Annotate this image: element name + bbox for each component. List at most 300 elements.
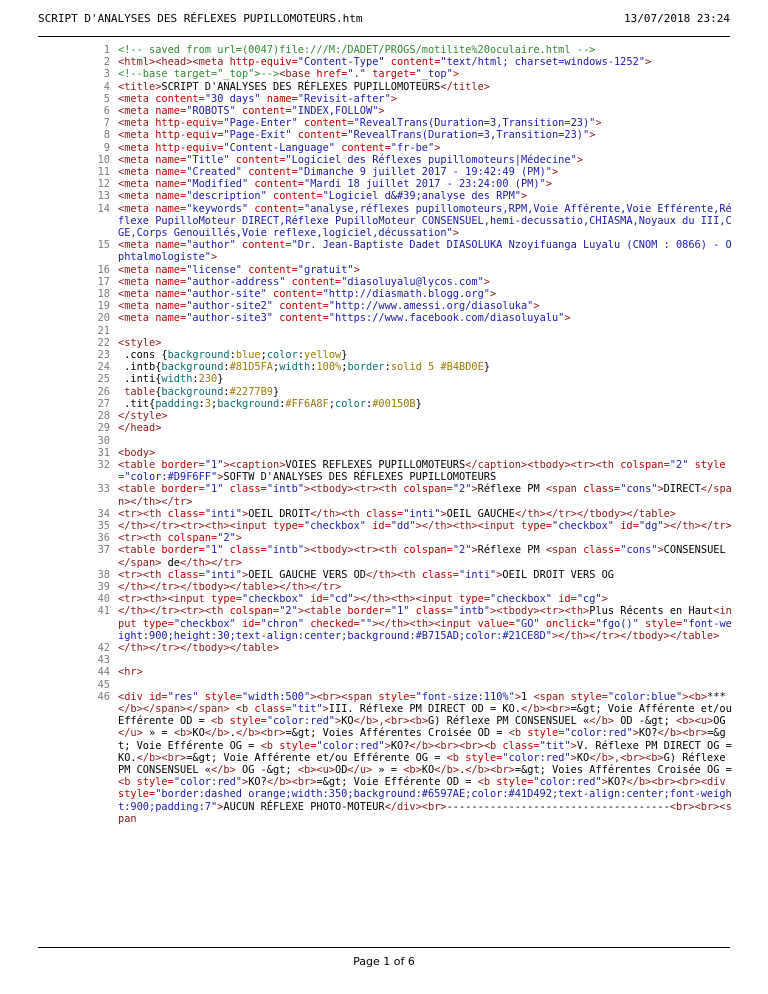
code-token: <b	[260, 739, 280, 752]
code-token: ;	[328, 397, 336, 410]
line-number: 2	[103, 56, 110, 69]
code-token: :	[229, 349, 236, 362]
line-number: 42	[97, 641, 110, 654]
code-token: >	[353, 263, 360, 276]
code-token: border=	[161, 483, 205, 496]
code-token: ><tbody><tr><th	[304, 483, 404, 496]
line-number: 5	[103, 92, 110, 105]
code-token: "gratuit"	[297, 263, 354, 276]
code-token: <table	[118, 458, 162, 471]
line-number: 46	[97, 690, 110, 703]
code-token: content=	[266, 288, 323, 301]
code-token: <table	[118, 544, 162, 557]
code-token: "intb"	[452, 605, 491, 618]
code-token: "author-address"	[186, 275, 286, 288]
code-token: type=	[459, 593, 491, 606]
code-token: >	[489, 288, 497, 301]
code-token: "2"	[452, 544, 472, 557]
code-line	[76, 239, 732, 263]
code-token: border=	[347, 605, 391, 618]
code-line	[76, 312, 732, 324]
code-token: "1"	[204, 458, 224, 471]
code-token: <style>	[118, 336, 162, 349]
code-token: }	[217, 373, 224, 386]
code-token: >	[644, 56, 652, 69]
code-token: "_top"	[415, 68, 453, 81]
code-line	[76, 605, 732, 642]
code-line	[76, 508, 732, 520]
code-token: "30 days"	[204, 92, 261, 105]
code-token: "res"	[167, 690, 199, 703]
code-token: <br><br><span	[118, 800, 732, 825]
code-token: <tr><th	[118, 568, 168, 581]
print-datetime: 13/07/2018 23:24	[624, 12, 730, 25]
code-token: </head>	[118, 422, 162, 435]
code-line	[76, 349, 732, 361]
code-token: ></th><th><input	[415, 519, 521, 532]
code-token: </b>	[204, 727, 230, 740]
code-token: checked=	[304, 617, 360, 630]
code-token: >	[533, 300, 540, 313]
code-token: ><b>	[682, 690, 708, 703]
code-token: background	[217, 397, 280, 410]
code-token: OEIL DROIT VERS OG	[502, 568, 615, 581]
code-token: style=	[136, 776, 174, 789]
code-token: "license"	[186, 263, 242, 276]
code-token: "Page-Exit"	[223, 129, 292, 142]
line-number: 31	[97, 446, 110, 459]
code-token: "http://diasmath.blogg.org"	[322, 288, 490, 301]
code-token: "author-site2"	[186, 300, 273, 313]
code-token: ;	[341, 361, 348, 374]
code-token: </th></tr></tbody></table></th></tr>	[118, 580, 342, 593]
line-number: 21	[97, 324, 110, 337]
code-token: <meta	[118, 300, 156, 313]
code-token: <b>	[173, 727, 193, 740]
code-line	[76, 337, 732, 349]
code-token: colspan=	[229, 605, 280, 618]
code-token: "tit"	[539, 739, 571, 752]
code-token: >	[242, 507, 249, 520]
code-token: name=	[155, 166, 187, 179]
code-token: "2"	[279, 605, 298, 618]
code-token: name=	[155, 190, 187, 203]
code-token: "color:red"	[173, 776, 243, 789]
code-token: "cd"	[328, 593, 354, 606]
code-token: content=	[291, 129, 348, 142]
line-number: 26	[97, 385, 110, 398]
code-token: =&gt; Voie Afférente et/ou Efférente OD =	[118, 702, 738, 728]
code-token: "font-size:110%"	[415, 690, 515, 703]
code-token: </b><br><br><div	[626, 776, 732, 789]
code-token: <meta	[118, 117, 156, 130]
code-token: </caption><tbody><tr><th	[465, 458, 621, 471]
line-number: 33	[97, 483, 110, 496]
code-token: style=	[279, 739, 317, 752]
code-token: .intb{	[118, 361, 162, 374]
code-token: :	[192, 373, 199, 386]
code-token: >	[440, 507, 447, 520]
code-token: OEIL DROIT	[248, 507, 311, 520]
code-token: <meta	[118, 190, 156, 203]
code-token: :	[279, 397, 286, 410]
code-token: "1"	[204, 483, 224, 496]
code-token: </b><br>	[520, 702, 571, 715]
code-token: <input	[118, 605, 732, 630]
code-line	[76, 373, 732, 385]
code-token: <meta	[118, 166, 156, 179]
code-token: :	[198, 397, 205, 410]
line-number: 14	[97, 202, 110, 215]
code-token: content=	[266, 190, 323, 203]
line-number: 15	[97, 239, 110, 252]
code-line	[76, 325, 732, 337]
code-token: KO	[192, 727, 205, 740]
code-token: <b	[118, 776, 137, 789]
code-token: "2"	[217, 532, 236, 545]
code-token: <b	[211, 715, 230, 728]
code-token: padding	[155, 397, 199, 410]
line-number: 30	[97, 434, 110, 447]
code-token: content=	[335, 141, 391, 154]
code-token: "color:#D9F6FF"	[124, 471, 218, 484]
code-token: >	[242, 568, 249, 581]
code-line	[76, 679, 732, 691]
code-token: yellow	[304, 349, 342, 362]
code-token: style=	[378, 690, 416, 703]
code-token: background	[161, 361, 224, 374]
code-token: "author"	[186, 239, 236, 252]
code-token: OEIL GAUCHE VERS OD	[248, 568, 367, 581]
code-line	[76, 81, 732, 93]
code-token: <tr><th	[118, 507, 168, 520]
line-number: 4	[103, 80, 110, 93]
line-number: 41	[97, 605, 110, 618]
code-token: </b>	[434, 763, 460, 776]
code-token: .tit{	[118, 397, 156, 410]
line-number: 24	[97, 361, 110, 374]
code-token: "font-weight:900;height:30;text-align:center;background:#B715AD;color:#21CE8D"	[118, 617, 732, 642]
line-number: 37	[97, 544, 110, 557]
code-token: >	[471, 544, 478, 557]
code-token: solid 5 #B4BD0E	[390, 361, 484, 374]
code-token: <meta	[118, 263, 156, 276]
code-token: :	[366, 397, 373, 410]
code-token: >	[217, 800, 224, 813]
page-number: Page 1 of 6	[353, 955, 415, 968]
code-token: :	[297, 349, 305, 362]
code-token: id=	[365, 519, 391, 532]
code-token: table	[124, 385, 156, 398]
code-token: content=	[248, 178, 304, 191]
code-token: >	[632, 727, 639, 740]
line-number: 1	[103, 44, 110, 56]
code-token: http-equiv=	[229, 56, 298, 69]
code-token: target=	[366, 68, 416, 81]
code-line	[76, 276, 732, 288]
code-token: content=	[242, 166, 298, 179]
code-token: "GO"	[514, 617, 540, 630]
code-token: >	[384, 739, 391, 752]
code-token: >	[471, 483, 478, 496]
line-number: 8	[103, 129, 110, 142]
code-token: </b>,<br><b>	[353, 715, 429, 728]
code-token: </b><br>	[657, 727, 708, 740]
code-token: >	[520, 190, 528, 203]
code-token: de	[161, 556, 181, 569]
code-line	[76, 129, 732, 141]
code-token: ><br><span	[310, 690, 379, 703]
line-number: 45	[97, 678, 110, 691]
code-token: <meta	[118, 178, 156, 191]
code-line	[76, 117, 732, 129]
code-token: style=	[527, 727, 565, 740]
code-token: ;	[211, 397, 218, 410]
code-token: name=	[155, 105, 187, 118]
code-token: 230	[198, 373, 218, 386]
code-token: class=	[167, 507, 205, 520]
code-token: <meta	[118, 153, 156, 166]
code-token: "checkbox"	[490, 593, 553, 606]
code-token: "ROBOTS"	[186, 105, 236, 118]
line-number: 34	[97, 507, 110, 520]
code-token: id=	[235, 617, 261, 630]
code-token: KO?	[390, 739, 410, 752]
code-token: border=	[161, 458, 205, 471]
code-token: <b	[508, 727, 528, 740]
code-token: Réflexe PM	[477, 544, 546, 557]
code-token: content=	[285, 275, 342, 288]
code-line	[76, 593, 732, 605]
code-token: Plus Récents en Haut	[589, 605, 714, 618]
code-token: "dd"	[390, 519, 416, 532]
code-token: OD	[335, 763, 348, 776]
code-token: >	[496, 568, 503, 581]
code-token: ></th><th><input	[372, 617, 478, 630]
code-token: content=	[273, 300, 329, 313]
code-token: "width:500"	[242, 690, 311, 703]
code-token: content=	[155, 92, 205, 105]
code-token: #00150B	[372, 397, 416, 410]
code-token: "Page-Enter"	[223, 117, 298, 130]
code-token: <meta	[118, 105, 156, 118]
code-token: http-equiv=	[155, 129, 224, 142]
code-token: "checkbox"	[552, 519, 614, 532]
line-number: 11	[97, 166, 110, 179]
code-token: "cg"	[576, 593, 602, 606]
code-token: KO	[421, 763, 435, 776]
code-line	[76, 581, 732, 593]
code-token: >	[514, 690, 522, 703]
code-token: "Revisit-after"	[297, 92, 391, 105]
code-token: ><caption>	[223, 458, 286, 471]
code-token: blue	[235, 349, 261, 362]
code-token: color	[266, 349, 298, 362]
code-line	[76, 44, 732, 56]
code-line	[76, 154, 732, 166]
code-token: "2"	[452, 483, 472, 496]
code-token: class=	[409, 605, 453, 618]
code-token: </th></tr><tr><th	[118, 605, 230, 618]
source-code-listing	[76, 44, 739, 825]
code-token: VOIES REFLEXES PUPILLOMOTEURS	[285, 458, 466, 471]
code-token: "http://www.amessi.org/diasoluka"	[328, 300, 534, 313]
code-token: name=	[155, 153, 187, 166]
code-token: content=	[235, 105, 292, 118]
code-token: "INDEX,FOLLOW"	[291, 105, 379, 118]
code-token: "border:dashed orange;width:350;background:#6597AE;color:#41D492;text-align:center;font-weight:900;padding:7"	[118, 788, 732, 813]
code-token: "fgo()"	[595, 617, 639, 630]
code-token: #81D5FA	[229, 361, 274, 374]
code-token: background	[161, 385, 224, 398]
code-line	[76, 569, 732, 581]
code-token: colspan=	[403, 483, 453, 496]
code-token: class=	[223, 544, 267, 557]
code-token: KO?	[248, 776, 267, 789]
code-token: </b>	[211, 763, 236, 776]
code-token: <html><head><meta	[118, 56, 230, 69]
code-line	[76, 56, 732, 68]
code-token: >	[378, 105, 385, 118]
code-line	[76, 300, 732, 312]
code-token: content=	[248, 202, 304, 215]
code-token: >	[551, 166, 559, 179]
code-line	[76, 361, 732, 373]
code-token: "color:red"	[266, 715, 336, 728]
line-number: 3	[103, 68, 110, 81]
code-token: CONSENSUEL	[663, 544, 726, 557]
code-token: "checkbox"	[173, 617, 236, 630]
code-token: content=	[297, 117, 354, 130]
code-line	[76, 642, 732, 654]
code-token: =&gt; Voie Efférente OD =	[316, 776, 478, 789]
code-token: >	[570, 739, 577, 752]
code-line	[76, 544, 732, 568]
code-token: "fr-be"	[390, 141, 435, 154]
code-token: KO	[341, 715, 354, 728]
code-token: » =	[372, 763, 404, 776]
code-token: </u>	[118, 727, 143, 740]
code-token: >	[483, 275, 490, 288]
code-token: class=	[167, 568, 205, 581]
code-token: ></th></tr>	[663, 519, 732, 532]
code-token: :	[223, 361, 230, 374]
code-token: "Logiciel d&#39;analyse des RPM"	[322, 190, 521, 203]
code-token: ></th></tr></tbody></table>	[551, 629, 720, 642]
code-token: </th></tr></tbody></table>	[514, 507, 677, 520]
code-token: <div	[118, 690, 149, 703]
code-token: <!--base target="_top">-->	[118, 68, 280, 81]
code-token: 1	[521, 690, 534, 703]
code-line	[76, 447, 732, 459]
code-token: content=	[242, 263, 298, 276]
code-token: <b><u>	[676, 715, 714, 728]
code-token: colspan=	[403, 544, 453, 557]
line-number: 43	[97, 654, 110, 667]
code-token: {	[155, 385, 162, 398]
code-token: >	[211, 251, 218, 264]
code-token: </span></th></tr>	[118, 483, 732, 508]
code-token: KO?	[638, 727, 658, 740]
code-token: KO	[576, 751, 590, 764]
code-token: "Modified"	[186, 178, 249, 191]
code-token: "inti"	[459, 568, 497, 581]
code-token: "Created"	[186, 166, 242, 179]
code-token: » =	[142, 727, 174, 740]
code-token: #FF6A8F	[285, 397, 329, 410]
code-token: http-equiv=	[155, 117, 224, 130]
code-token: type=	[272, 519, 304, 532]
code-token: <span	[545, 544, 584, 557]
code-token: "text/html; charset=windows-1252"	[440, 56, 645, 69]
code-token: </th><th	[310, 507, 367, 520]
code-token: </th></tr><tr><th><input	[118, 519, 273, 532]
line-number: 25	[97, 373, 110, 386]
code-token: style=	[229, 715, 267, 728]
code-token: >	[434, 141, 441, 154]
code-line	[76, 398, 732, 410]
code-token: colspan=	[167, 532, 218, 545]
code-line	[76, 410, 732, 422]
code-token: }	[273, 385, 280, 398]
code-token: "1"	[204, 544, 224, 557]
code-token: >	[570, 751, 577, 764]
code-token: <meta	[118, 288, 156, 301]
code-token: name=	[260, 92, 298, 105]
code-token: style=	[198, 690, 243, 703]
code-token	[118, 654, 124, 666]
code-token: "Content-Type"	[297, 56, 385, 69]
code-token: <meta	[118, 275, 156, 288]
code-token: SCRIPT D'ANALYSES DES RÉFLEXES PUPILLOMOTEURS	[161, 80, 441, 93]
code-token: >	[595, 117, 602, 130]
code-token: >	[657, 544, 664, 557]
line-number: 18	[97, 288, 110, 301]
code-token: style=	[496, 776, 534, 789]
code-token: </style>	[118, 410, 168, 423]
code-token: OEIL GAUCHE	[446, 507, 515, 520]
code-token: >	[452, 68, 460, 81]
code-token: "checkbox"	[303, 519, 366, 532]
line-number: 7	[103, 117, 110, 130]
code-token: value=	[477, 617, 515, 630]
code-line	[76, 93, 732, 105]
code-token: style=	[570, 690, 608, 703]
code-token: ><tbody><tr><th	[304, 544, 404, 557]
line-number: 19	[97, 300, 110, 313]
code-token: "RevealTrans(Duration=3,Transition=23)"	[353, 117, 596, 130]
code-token: <meta	[118, 239, 156, 252]
code-token: ***	[707, 690, 726, 703]
code-token: style=	[118, 458, 726, 484]
code-line	[76, 203, 732, 240]
code-token: "cons"	[620, 483, 658, 496]
code-token: "chron"	[260, 617, 305, 630]
code-token: .	[229, 727, 236, 740]
code-token: "https://www.facebook.com/diasoluyalu"	[328, 312, 565, 325]
code-line	[76, 105, 732, 117]
code-token: "cons"	[620, 544, 658, 557]
code-line	[76, 288, 732, 300]
code-token: content=	[384, 56, 441, 69]
code-token: "Dimanche 9 juillet 2017 - 19:42:49 (PM)"	[297, 166, 552, 179]
code-token: href=	[316, 68, 348, 81]
code-line	[76, 459, 732, 483]
code-token: ;	[260, 349, 267, 362]
code-token: id=	[304, 593, 329, 606]
header-divider	[38, 36, 730, 37]
code-token: AUCUN RÉFLEXE PHOTO-MOTEUR	[223, 800, 385, 813]
